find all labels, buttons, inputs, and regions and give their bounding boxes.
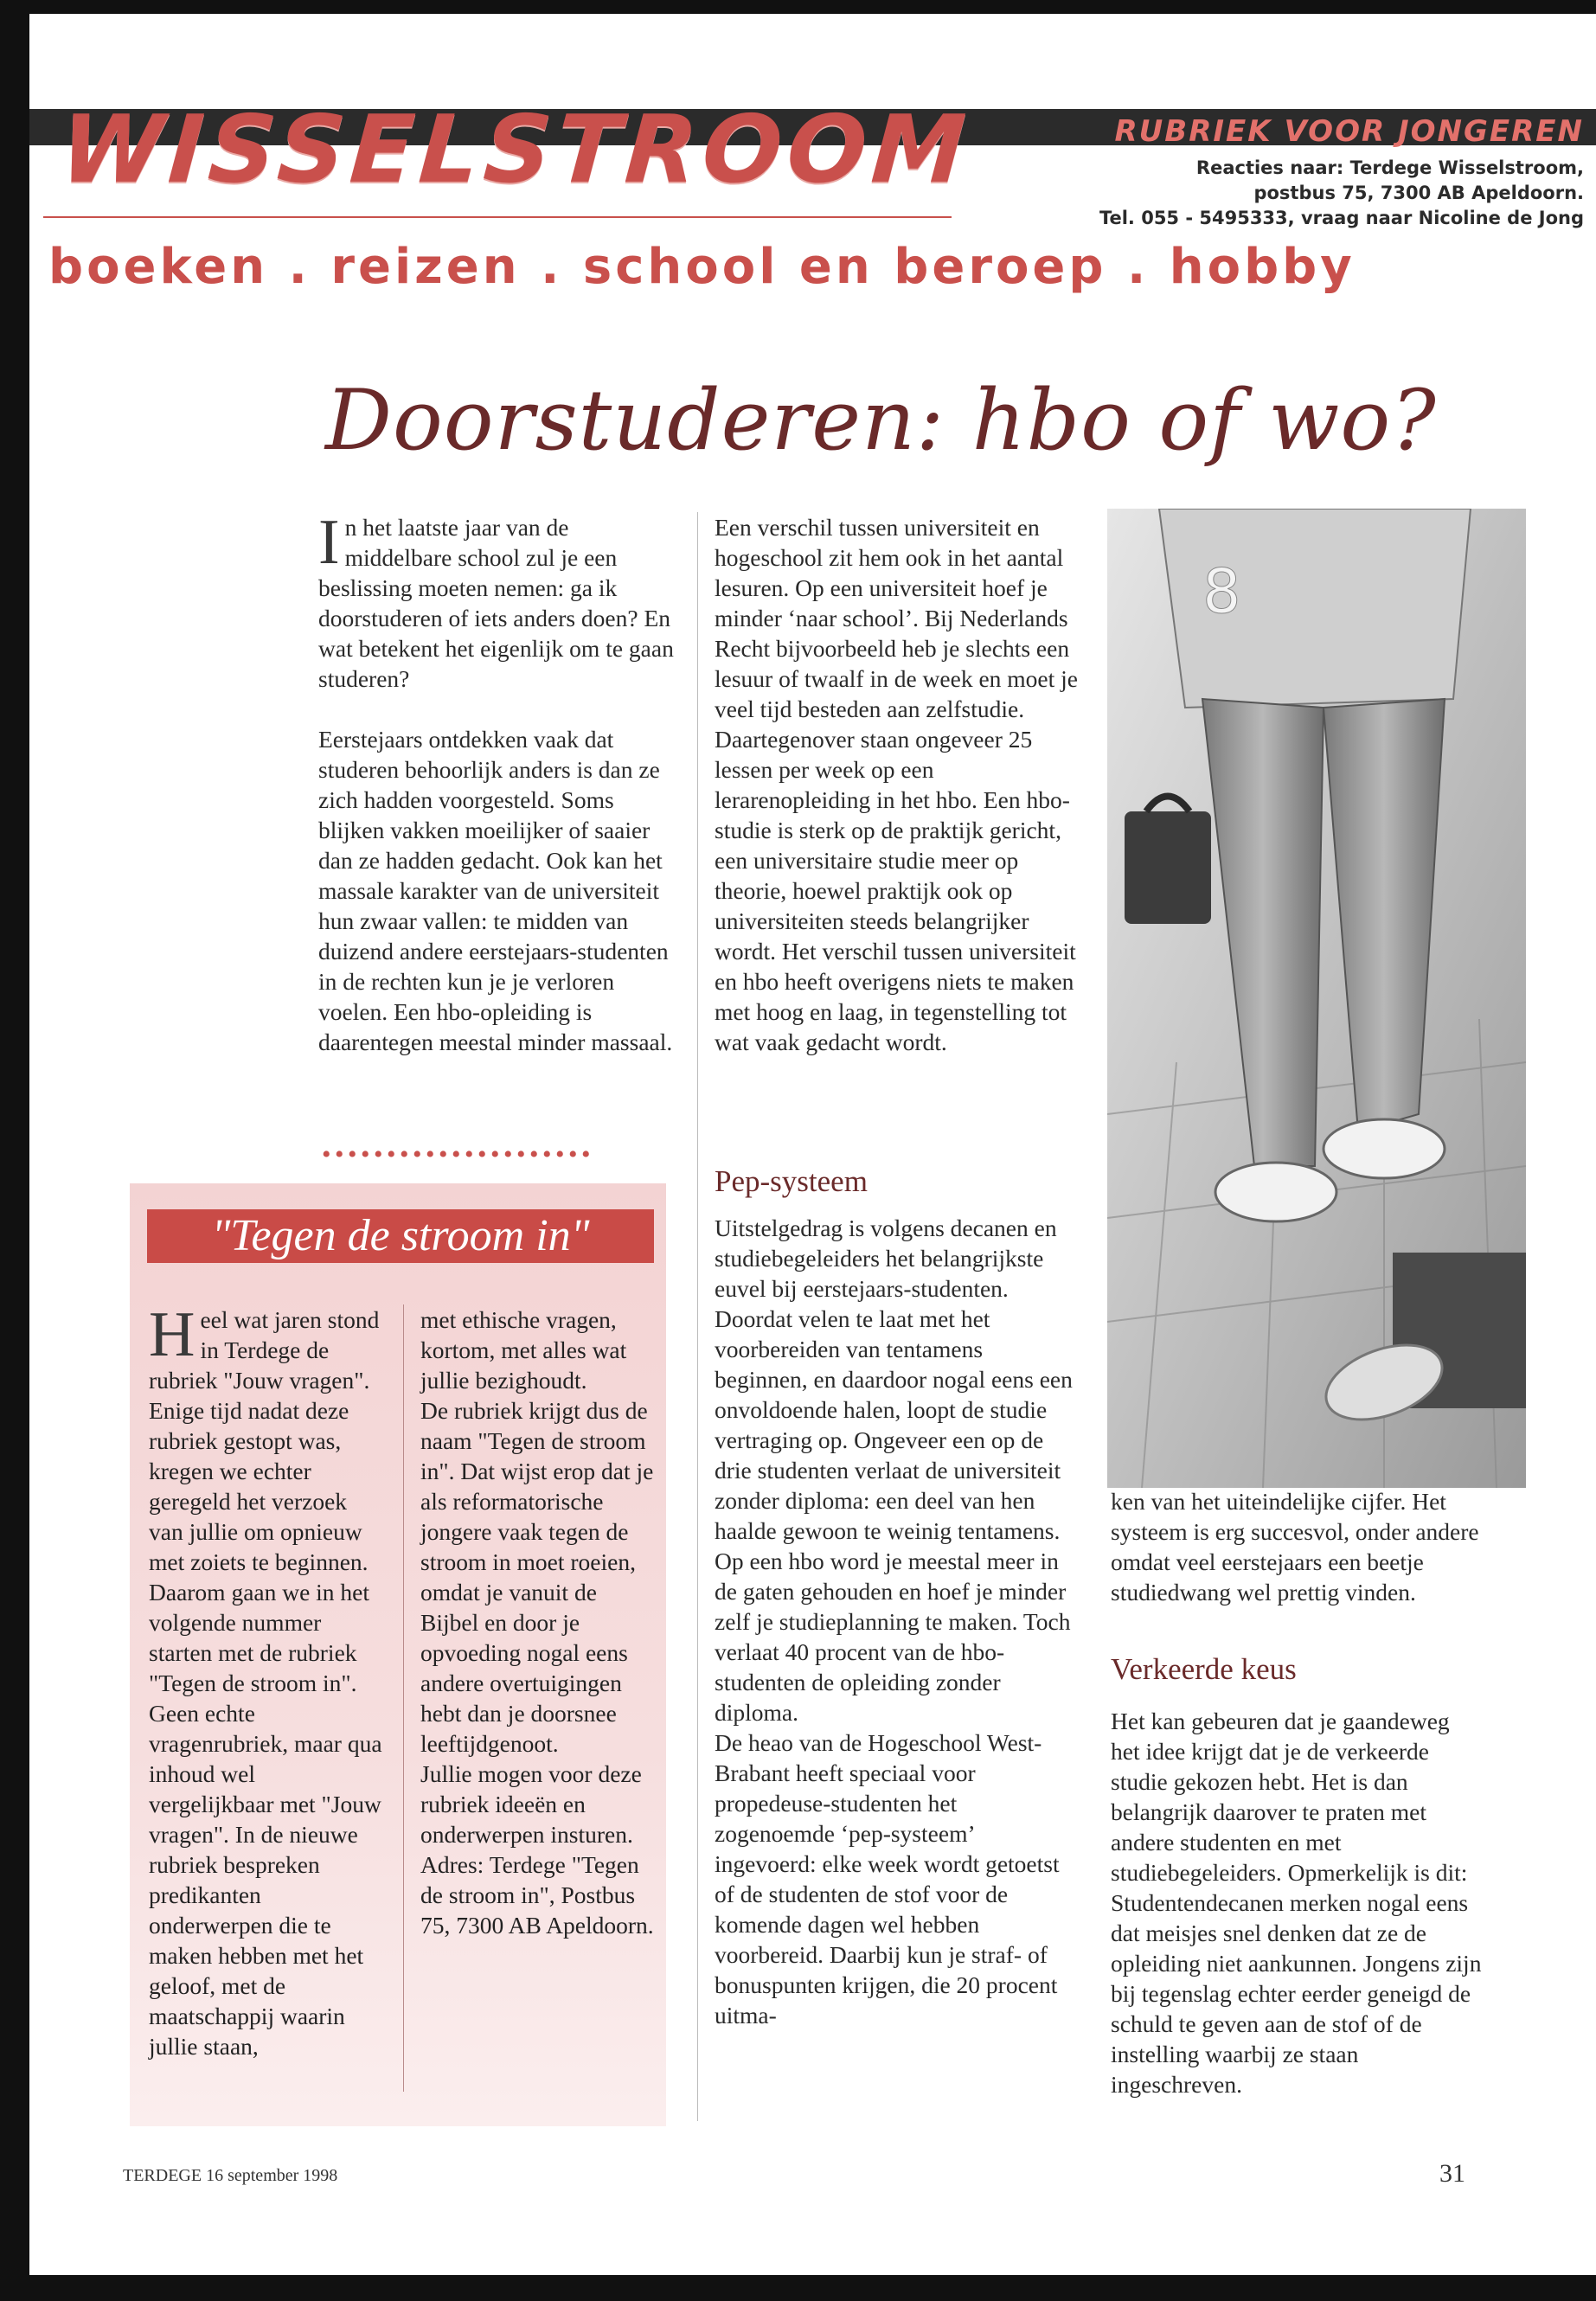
sidebar-paragraph: Jullie mogen voor deze rubriek ideeën en onderwerpen insturen. Adres: Terdege "Tegen de stroom in", Postbus 75, 7300 AB Apeldoorn. [420,1760,654,1939]
masthead-logo: WISSELSTROOM [56,96,974,204]
article-column-3: ken van het uiteindelijke cijfer. Het systeem is erg succesvol, onder andere omdat veel eerstejaars een beetje studiedwang wel prettig vinden. [1111,1488,1479,1606]
article-column-2-continued [715,1213,1078,2030]
sidebar-paragraph: De rubriek krijgt dus de naam "Tegen de stroom in". Dat wijst erop dat je als reformatorische jongere vaak tegen de stroom in moet roeien, omdat je vanuit de Bijbel en door je opvoeding nogal eens andere overtuigingen hebt dan je doorsnee leeftijdgenoot. [420,1397,654,1757]
section-tagline: RUBRIEK VOOR JONGEREN [1114,114,1584,149]
contact-line: postbus 75, 7300 AB Apeldoorn. [1253,183,1584,203]
jersey-number: 8 [1202,556,1241,627]
page-border-bottom [0,2275,1596,2301]
sidebar-paragraph: met ethische vragen, kortom, met alles wat jullie bezighoudt. [420,1306,627,1394]
right-sneaker [1324,1119,1445,1178]
header-rule [43,216,952,218]
sidebar-title: "Tegen de stroom in" [147,1209,654,1263]
paragraph: Op een hbo word je meestal meer in de gaten gehouden en hoef je minder zelf je studieplanning te maken. Toch verlaat 40 procent van de hbo-studenten de opleiding zonder diploma. [715,1548,1071,1726]
paragraph: De heao van de Hogeschool West-Brabant heeft speciaal voor propedeuse-studenten het zogenoemde ‘pep-systeem’ ingevoerd: elke week wordt getoetst of de studenten de stof voor de komende dagen wel hebben voorbereid. Daarbij kun je straf- of bonuspunten krijgen, die 20 procent uitma- [715,1729,1060,2029]
page-border-top [0,0,1596,14]
contact-line: Reacties naar: Terdege Wisselstroom, [1195,157,1584,178]
left-sneaker [1215,1163,1336,1221]
dotted-separator: ••••••••••••••••••••• [322,1140,595,1169]
intro-paragraph: In het laatste jaar van de middelbare school zul je een beslissing moeten nemen: ga ik doorstuderen of iets anders doen? En wat betekent het eigenlijk om te gaan studeren? [318,507,674,692]
sidebar-column-2 [420,1304,656,1940]
drop-cap: H [149,1299,195,1370]
article-column-2: Een verschil tussen universiteit en hogeschool zit hem ook in het aantal lesuren. Op een universiteit hoef je minder ‘naar school’. Bij Nederlands Recht bijvoorbeeld heb je slechts een lesuur of twaalf in de week en moet je veel tijd besteden aan zelfstudie. Daartegenover staan ongeveer 25 lessen per week op een lerarenopleiding in het hbo. Een hbo-studie is sterk op de praktijk gericht, een universitaire studie meer op theorie, hoewel praktijk ook op universiteiten steeds belangrijker wordt. Het verschil tussen universiteit en hbo heeft overigens niets te maken met hoog en laag, in tegenstelling tot wat vaak gedacht wordt. [715,514,1078,1055]
sidebar-text: eel wat jaren stond in Terdege de rubriek "Jouw vragen". Enige tijd nadat deze rubriek gestopt was, kregen we echter geregeld het verzoek van jullie om opnieuw met zoiets te beginnen. Daarom gaan we in het volgende nummer starten met de rubriek "Tegen de stroom in". Geen echte vragenrubriek, maar qua inhoud wel vergelijkbaar met "Jouw vragen". In de nieuwe rubriek bespreken predikanten onderwerpen die te maken hebben met het geloof, met de maatschappij waarin jullie staan, [149,1306,382,2060]
sidebar-column-divider [403,1304,404,2092]
article-column-3-continued: Het kan gebeuren dat je gaandeweg het idee krijgt dat je de verkeerde studie gekozen hebt. Het is dan belangrijk daarover te praten met andere studenten en met studiebegeleiders. Opmerkelijk is dit: Studentendecanen merken nogal eens dat meisjes snel denken dat ze de opleiding niet aankunnen. Jongens zijn bij tegenslag echter eerder geneigd de schuld te geven aan de stof of de instelling waarbij ze staan ingeschreven. [1111,1708,1482,2098]
paragraph: Uitstelgedrag is volgens decanen en studiebegeleiders het belangrijkste euvel bij eerstejaars-studenten. Doordat velen te laat met het voorbereiden van tentamens beginnen, en daardoor nogal eens een onvoldoende halen, loopt de studie vertraging op. Ongeveer een op de drie studenten verlaat de universiteit zonder diploma: een deel van hen haalde gewoon te weinig tentamens. [715,1215,1073,1544]
drop-cap: I [318,507,340,578]
subheading-pep-systeem: Pep-systeem [715,1164,868,1198]
page-border-left [0,0,29,2301]
page-number: 31 [1439,2159,1465,2188]
student-illustration [1107,509,1526,1488]
topics-line: boeken . reizen . school en beroep . hobby [48,239,1356,295]
paragraph: Eerstejaars ontdekken vaak dat studeren behoorlijk anders is dan ze zich hadden voorgesteld. Soms blijken vakken moeilijker of saaier dan ze hadden gedacht. Ook kan het massale karakter van de universiteit hun zwaar vallen: te midden van duizend andere eerstejaars-studenten in de rechten kun je je verloren voelen. Een hbo-opleiding is daarentegen meestal minder massaal. [318,726,673,1055]
contact-line: Tel. 055 - 5495333, vraag naar Nicoline de Jong [1099,208,1584,228]
briefcase [1125,811,1211,924]
subheading-verkeerde-keus: Verkeerde keus [1111,1652,1297,1686]
contact-info [1099,156,1584,231]
column-divider [697,512,698,2121]
article-column-1 [318,507,675,1087]
publication-footer: TERDEGE 16 september 1998 [123,2166,338,2185]
article-title: Doorstuderen: hbo of wo? [325,372,1437,469]
sidebar-column-1 [149,1299,384,2061]
